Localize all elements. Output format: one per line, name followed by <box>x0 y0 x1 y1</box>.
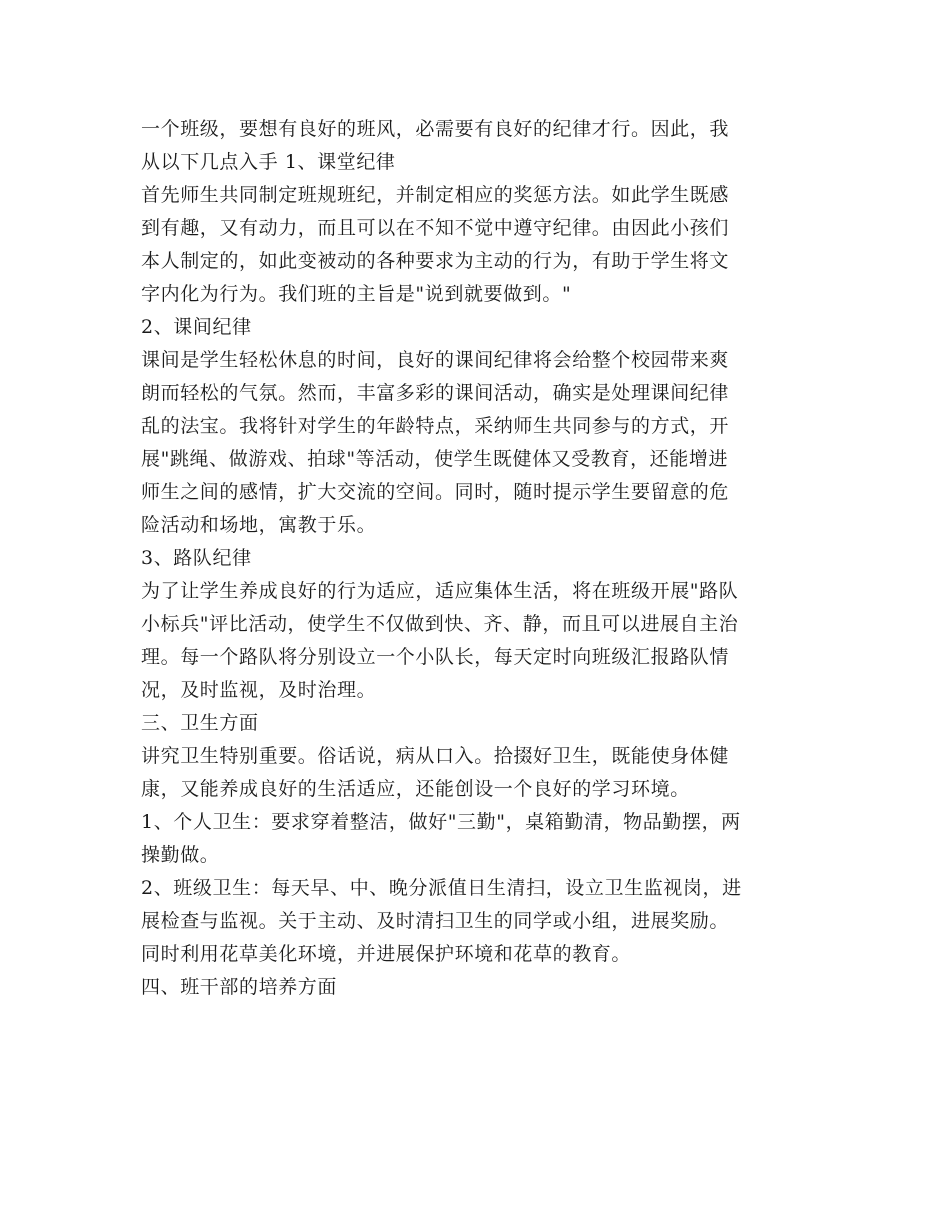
text-line: 首先师生共同制定班规班纪，并制定相应的奖惩方法。如此学生既感 <box>141 184 730 206</box>
text-line: 2、班级卫生：每天早、中、晚分派值日生清扫，设立卫生监视岗，进 <box>141 877 742 899</box>
text-line: 展检查与监视。关于主动、及时清扫卫生的同学或小组，进展奖励。 <box>141 910 730 932</box>
text-line: 本人制定的，如此变被动的各种要求为主动的行为，有助于学生将文 <box>141 250 730 272</box>
text-line: 1、个人卫生：要求穿着整洁，做好"三勤"，桌箱勤清，物品勤摆，两 <box>141 811 741 833</box>
text-line: 乱的法宝。我将针对学生的年龄特点，采纳师生共同参与的方式，开 <box>141 415 730 437</box>
text-line: 一个班级，要想有良好的班风，必需要有良好的纪律才行。因此，我 <box>141 118 730 140</box>
text-line: 从以下几点入手 1、课堂纪律 <box>141 151 396 173</box>
text-line: 讲究卫生特别重要。俗话说，病从口入。拾掇好卫生，既能使身体健 <box>141 745 730 767</box>
section-heading: 三、卫生方面 <box>141 712 259 734</box>
document-body <box>141 113 813 1004</box>
text-line: 朗而轻松的气氛。然而，丰富多彩的课间活动，确实是处理课间纪律 <box>141 382 730 404</box>
text-line: 小标兵"评比活动，使学生不仅做到快、齐、静，而且可以进展自主治 <box>141 613 739 635</box>
text-line: 展"跳绳、做游戏、拍球"等活动，使学生既健体又受教育，还能增进 <box>141 448 729 470</box>
section-heading: 2、课间纪律 <box>141 316 252 338</box>
section-heading: 四、班干部的培养方面 <box>141 976 338 998</box>
text-line: 况，及时监视，及时治理。 <box>141 679 377 701</box>
section-heading: 3、路队纪律 <box>141 547 252 569</box>
text-line: 险活动和场地，寓教于乐。 <box>141 514 377 536</box>
text-line: 师生之间的感情，扩大交流的空间。同时，随时提示学生要留意的危 <box>141 481 730 503</box>
text-line: 字内化为行为。我们班的主旨是"说到就要做到。" <box>141 283 572 305</box>
text-line: 康，又能养成良好的生活适应，还能创设一个良好的学习环境。 <box>141 778 690 800</box>
text-line: 理。每一个路队将分别设立一个小队长，每天定时向班级汇报路队情 <box>141 646 730 668</box>
text-line: 操勤做。 <box>141 844 220 866</box>
text-line: 为了让学生养成良好的行为适应，适应集体生活，将在班级开展"路队 <box>141 580 739 602</box>
text-line: 到有趣，又有动力，而且可以在不知不觉中遵守纪律。由因此小孩们 <box>141 217 730 239</box>
text-line: 同时利用花草美化环境，并进展保护环境和花草的教育。 <box>141 943 632 965</box>
text-line: 课间是学生轻松休息的时间，良好的课间纪律将会给整个校园带来爽 <box>141 349 730 371</box>
